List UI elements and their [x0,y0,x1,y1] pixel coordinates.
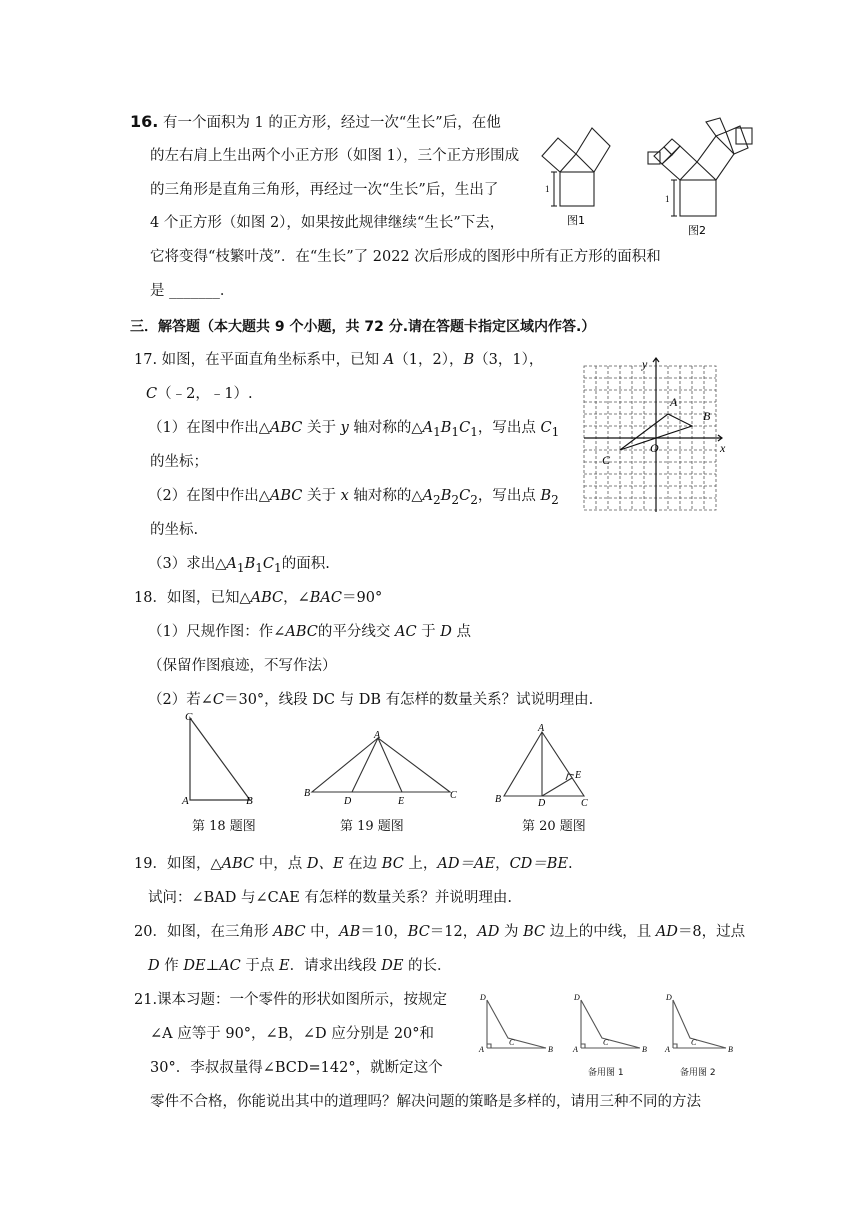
point-b-label: B [703,409,711,423]
point-c-label: C [602,453,611,467]
q18-figure [180,710,270,805]
q16-line-2: 的左右肩上生出两个小正方形（如图 1），三个正方形围成 [150,148,520,164]
f19-label-a: A [374,730,381,741]
fig2-small-2 [664,139,680,155]
fig1-left-square [542,138,576,172]
q18-note: （保留作图痕迹，不写作法） [148,658,337,674]
q18-part-1: （1）尺规作图：作∠ABC的平分线交 AC 于 D 点 [148,624,472,640]
q17-line-1: 17. 如图，在平面直角坐标系中，已知 A（1，2），B（3，1）， [134,352,544,368]
caption-20: 第 20 题图 [522,819,586,834]
q21-spare-caption-2: 备用图 2 [680,1068,716,1078]
q21-line-3: 30°．李叔叔量得∠BCD=142°，就断定这个 [150,1060,443,1076]
spare1-label-c: C [603,1038,609,1047]
caption-19: 第 19 题图 [340,819,404,834]
fig2-side-label: 1 [665,194,670,204]
q18-line-1: 18．如图，已知△ABC，∠BAC＝90° [134,590,383,606]
q21-label-d: D [480,993,486,1002]
q17-part-1-cont: 的坐标； [150,454,208,470]
fig1-caption: 图1 [567,214,585,227]
f20-label-b: B [495,794,502,805]
f19-label-d: D [344,796,352,807]
f18-label-c: C [185,711,193,723]
q20-line-1: 20．如图，在三角形 ABC 中，AB＝10，BC＝12，AD 为 BC 边上的中线，且 AD＝8，过点 [134,924,746,940]
q19-figure [300,730,465,805]
fig1-side-label: 1 [545,184,550,194]
spare1-label-a: A [573,1045,578,1054]
q20-figure [490,722,590,807]
q16-figure-2 [640,114,770,238]
q17-line-2: C（﹣2，﹣1）. [146,386,253,402]
f18-label-a: A [182,795,189,807]
section-3-title: 三．解答题（本大题共 9 个小题，共 72 分.请在答题卡指定区域内作答.） [130,319,596,335]
q16-figure-1 [540,120,630,230]
fig2-caption: 图2 [688,224,706,237]
fig2-left-square [662,146,697,180]
f20-label-c: C [581,798,588,809]
f20-label-a: A [538,723,545,734]
caption-18: 第 18 题图 [192,819,256,834]
fig2-small-1 [654,147,672,164]
q17-part-3: （3）求出$\triangle A_1B_1C_1$的面积. [148,556,330,575]
spare1-label-d: D [574,993,580,1002]
q16-line-6: 是 _______． [150,283,235,299]
q16-number: 16. [130,112,159,131]
q19-line-2: 试问：∠BAD 与∠CAE 有怎样的数量关系？并说明理由. [148,890,513,906]
f19-label-b: B [304,788,311,799]
fig1-base-square [560,172,594,206]
f19-label-c: C [450,790,457,801]
point-a-label: A [670,395,678,409]
q20-line-2: D 作 DE⊥AC 于点 E．请求出线段 DE 的长． [148,958,452,974]
fig2-small-3 [648,152,660,164]
q18-part-2: （2）若∠C＝30°，线段 DC 与 DB 有怎样的数量关系？试说明理由. [148,692,594,708]
fig2-small-4 [706,118,726,136]
q21-line-2: ∠A 应等于 90°，∠B，∠D 应分别是 20°和 [150,1026,435,1042]
axes [584,358,722,512]
origin-label: O [650,441,659,455]
q16-line-5: 它将变得“枝繁叶茂”．在“生长”了 2022 次后形成的图形中所有正方形的面积和 [150,249,661,265]
q19-line-1: 19．如图，△ABC 中，点 D、E 在边 BC 上，AD＝AE，CD＝BE. [134,856,573,872]
q21-figure [478,990,558,1056]
q21-label-c: C [509,1038,515,1047]
q21-line-1: 21.课本习题：一个零件的形状如图所示，按规定 [134,992,448,1008]
spare2-label-d: D [666,993,672,1002]
f19-label-e: E [398,796,405,807]
f18-label-b: B [246,795,253,807]
q16-line-3: 的三角形是直角三角形，再经过一次“生长”后，生出了 [150,182,499,198]
q17-coordinate-grid [582,356,732,512]
q17-part-2: （2）在图中作出△ABC 关于 x 轴对称的$\triangle A_2B_2C_2$，写出点 $B_2$ [148,488,559,507]
fig2-right-square [697,136,734,180]
q16-line-4: 4 个正方形（如图 2），如果按此规律继续“生长”下去， [150,215,505,231]
q16-text-1: 有一个面积为 1 的正方形，经过一次“生长”后，在他 [158,115,501,131]
q17-part-1: （1）在图中作出△ABC 关于 y 轴对称的$\triangle A_1B_1C_1$，写出点 $C_1$ [148,420,560,439]
f20-label-d: D [538,798,546,809]
fig2-base-square [680,180,716,216]
spare2-label-c: C [691,1038,697,1047]
q17-part-2-cont: 的坐标. [150,522,199,538]
f20-label-e: E [575,770,582,781]
q21-label-a: A [479,1045,484,1054]
q21-line-4: 零件不合格，你能说出其中的道理吗？解决问题的策略是多样的，请用三种不同的方法 [150,1094,701,1110]
axis-y-label: y [642,357,648,371]
spare1-label-b: B [642,1045,647,1054]
spare2-label-b: B [728,1045,733,1054]
axis-x-label: x [720,441,726,455]
q21-spare-figure-1 [572,990,652,1056]
q21-spare-figure-2 [664,990,744,1056]
q16-line-1 [130,112,501,133]
q21-spare-caption-1: 备用图 1 [588,1068,624,1078]
fig1-right-square [576,128,610,172]
spare2-label-a: A [665,1045,670,1054]
q21-label-b: B [548,1045,553,1054]
